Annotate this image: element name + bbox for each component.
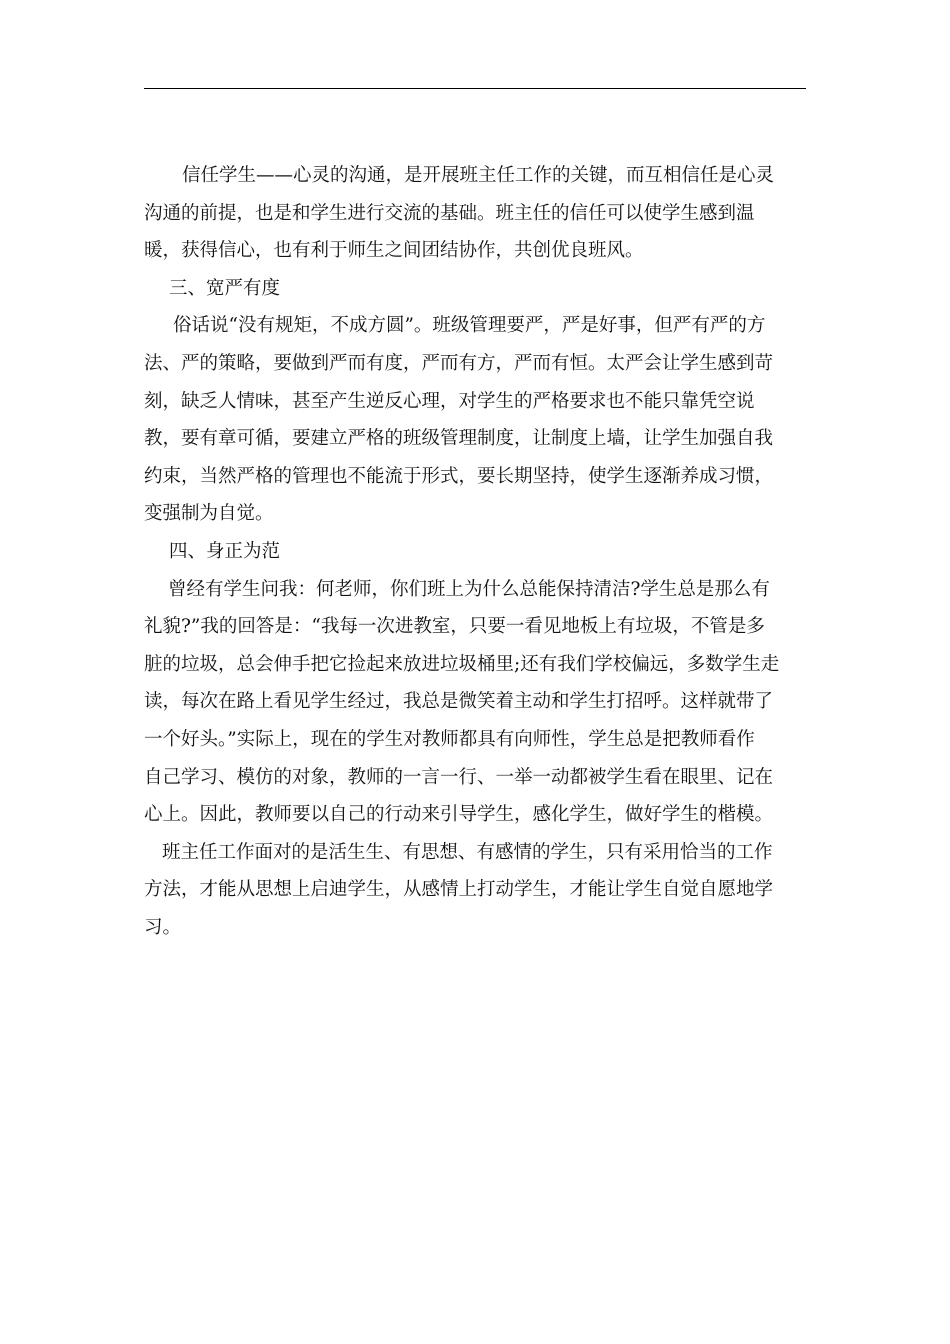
text-line: 变强制为自觉。 — [144, 503, 274, 525]
text-line: 自己学习、模仿的对象，教师的一言一行、一举一动都被学生看在眼里、记在 — [144, 766, 774, 788]
section-heading-3 — [144, 270, 806, 308]
text-line: 一个好头。”实际上，现在的学生对教师都具有向师性，学生总是把教师看作 — [144, 728, 755, 750]
text-line: 心上。因此，教师要以自己的行动来引导学生，感化学生，做好学生的楷模。 — [144, 804, 774, 826]
header-rule — [144, 88, 806, 89]
text-line: 脏的垃圾，总会伸手把它捡起来放进垃圾桶里;还有我们学校偏远，多数学生走 — [144, 653, 780, 675]
text-line: 教，要有章可循，要建立严格的班级管理制度，让制度上墙，让学生加强自我 — [144, 428, 774, 450]
heading-text: 三、宽严有度 — [169, 277, 281, 299]
section-heading-4 — [144, 533, 806, 571]
text-line: 礼貌?”我的回答是：“我每一次进教室，只要一看见地板上有垃圾，不管是多 — [144, 616, 765, 638]
text-line: 方法，才能从思想上启迪学生，从感情上打动学生，才能让学生自觉自愿地学 — [144, 879, 774, 901]
text-line: 暖，获得信心，也有利于师生之间团结协作，共创优良班风。 — [144, 240, 644, 262]
paragraph-strictness — [144, 307, 806, 533]
text-line: 信任学生——心灵的沟通，是开展班主任工作的关键，而互相信任是心灵 — [182, 165, 775, 186]
paragraph-conclusion — [144, 834, 806, 947]
text-line: 习。 — [144, 916, 182, 938]
paragraph-trust — [144, 157, 806, 270]
document-body — [144, 157, 806, 946]
text-line: 俗话说“没有规矩，不成方圆”。班级管理要严，严是好事，但严有严的方 — [173, 315, 766, 337]
paragraph-example — [144, 571, 806, 834]
text-line: 曾经有学生问我：何老师，你们班上为什么总能保持清洁?学生总是那么有 — [168, 578, 770, 600]
text-line: 刻，缺乏人情味，甚至产生逆反心理，对学生的严格要求也不能只靠凭空说 — [144, 390, 755, 412]
text-line: 沟通的前提，也是和学生进行交流的基础。班主任的信任可以使学生感到温 — [144, 202, 755, 224]
text-line: 约束，当然严格的管理也不能流于形式，要长期坚持，使学生逐渐养成习惯， — [144, 465, 774, 487]
text-line: 班主任工作面对的是活生生、有思想、有感情的学生，只有采用恰当的工作 — [162, 841, 773, 863]
heading-text: 四、身正为范 — [169, 540, 281, 562]
text-line: 读，每次在路上看见学生经过，我总是微笑着主动和学生打招呼。这样就带了 — [144, 691, 774, 713]
text-line: 法、严的策略，要做到严而有度，严而有方，严而有恒。太严会让学生感到苛 — [144, 352, 774, 374]
